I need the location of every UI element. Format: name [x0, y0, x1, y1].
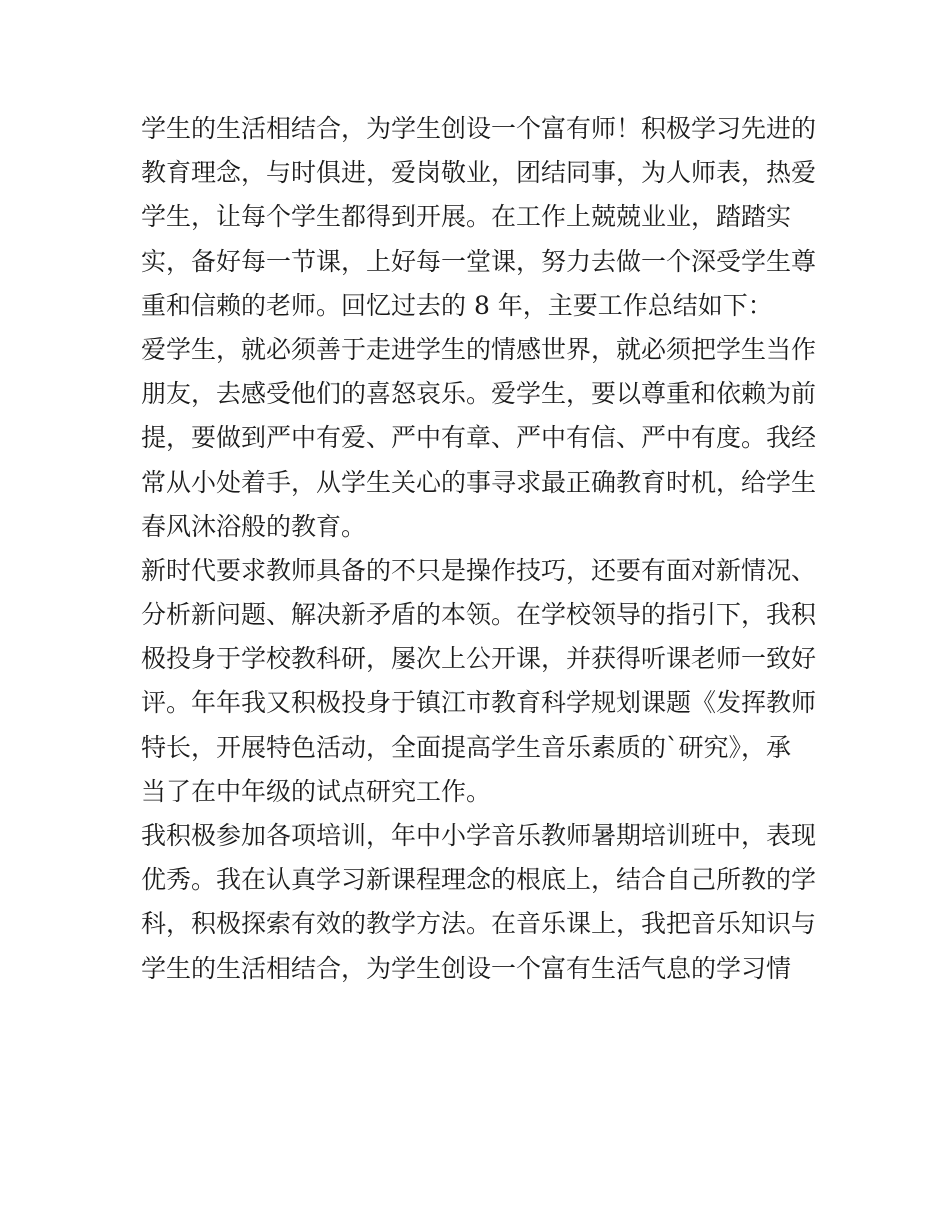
text-line: 教育理念，与时俱进，爱岗敬业，团结同事，为人师表，热爱	[141, 158, 817, 188]
text-line: 春风沐浴般的教育。	[141, 511, 367, 541]
text-line: 评。年年我又积极投身于镇江市教育科学规划课题《发挥教师	[141, 688, 817, 718]
text-line: 新时代要求教师具备的不只是操作技巧，还要有面对新情况、	[141, 555, 817, 585]
text-line: 当了在中年级的试点研究工作。	[141, 776, 492, 806]
document-body	[141, 107, 821, 991]
text-line: 朋友，去感受他们的喜怒哀乐。爱学生，要以尊重和依赖为前	[141, 379, 817, 409]
text-line: 实，备好每一节课，上好每一堂课，努力去做一个深受学生尊	[141, 246, 817, 276]
text-line: 我积极参加各项培训，年中小学音乐教师暑期培训班中，表现	[141, 821, 817, 850]
text-line: 学生的生活相结合，为学生创设一个富有师！积极学习先进的	[141, 114, 817, 143]
text-line: 特长，开展特色活动，全面提高学生音乐素质的`研究》，承	[141, 732, 792, 762]
text-line: 学生，让每个学生都得到开展。在工作上兢兢业业，踏踏实	[141, 202, 792, 232]
text-line: 优秀。我在认真学习新课程理念的根底上，结合自己所教的学	[141, 865, 817, 895]
text-line: 极投身于学校教科研，屡次上公开课，并获得听课老师一致好	[141, 644, 817, 674]
text-line: 分析新问题、解决新矛盾的本领。在学校领导的指引下，我积	[141, 600, 817, 630]
text-line: 常从小处着手，从学生关心的事寻求最正确教育时机，给学生	[141, 467, 817, 497]
text-line: 提，要做到严中有爱、严中有章、严中有信、严中有度。我经	[141, 423, 817, 453]
text-line: 学生的生活相结合，为学生创设一个富有生活气息的学习情	[141, 953, 792, 983]
text-line: 爱学生，就必须善于走进学生的情感世界，就必须把学生当作	[141, 334, 817, 364]
text-line: 重和信赖的老师。回忆过去的 8 年，主要工作总结如下：	[141, 290, 773, 320]
text-line: 科，积极探索有效的教学方法。在音乐课上，我把音乐知识与	[141, 909, 817, 939]
